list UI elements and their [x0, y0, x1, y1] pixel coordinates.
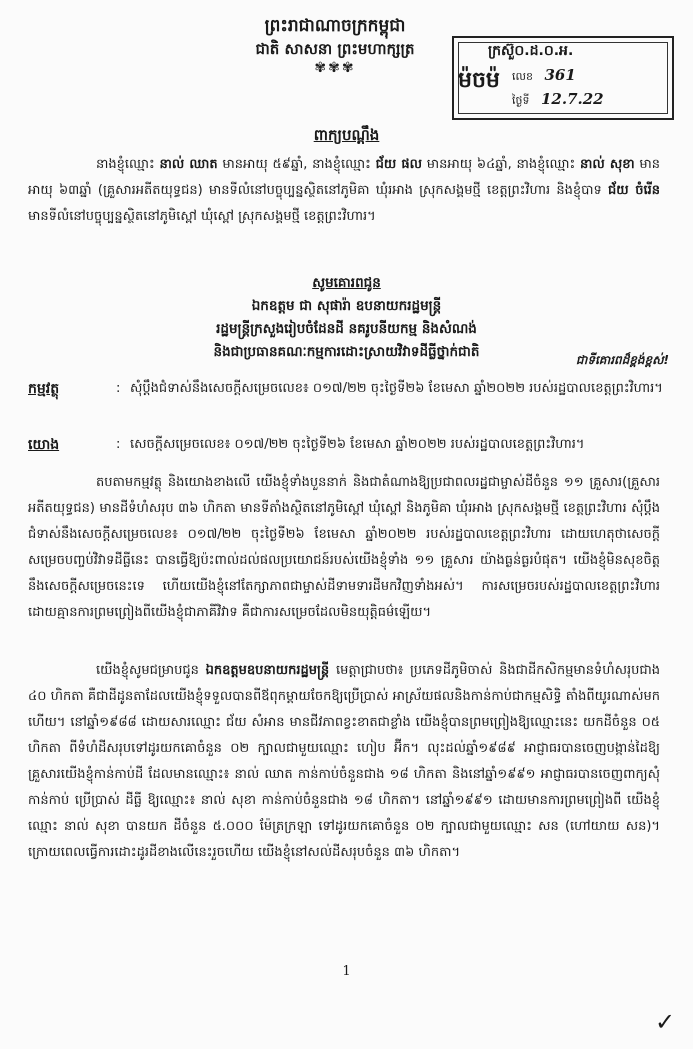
stamp-mark: ម៉ចម៉	[458, 68, 500, 93]
reference-text: សេចក្តីសម្រេចលេខ៖ ០១៧/២២ ចុះថ្ងៃទី២៦ ខែមេសា ឆ្នាំ២០២២ របស់រដ្ឋបាលខេត្តព្រះវិហារ។	[130, 437, 585, 452]
para2-addressee: ឯកឧត្តមឧបនាយករដ្ឋមន្ត្រី	[205, 663, 330, 678]
kingdom-header	[215, 14, 455, 76]
body-paragraph-1: តបតាមកម្មវត្ថុ និងយោងខាងលើ យើងខ្ញុំទាំងបួននាក់ និងជាតំណាងឱ្យប្រជាពលរដ្ឋជាម្ចាស់ដីចំនួន ១១ គ្រួសារ(គ្រួសារអតីតយុទ្ធជន) មានដីទំហំសរុប ៣៦ ហិកតា មានទីតាំងស្ថិតនៅភូមិស្ពៅ ឃុំស្ពៅ និងភូមិគា ឃុំរអាង ស្រុកសង្គមថ្មី ខេត្តព្រះវិហារ សុំប្តឹងជំទាស់នឹងសេចក្តីសម្រេចលេខ៖ ០១៧/២២ ចុះថ្ងៃទី២៦ ខែមេសា ឆ្នាំ២០២២ របស់រដ្ឋបាលខេត្តព្រះវិហារ ដោយហេតុថាសេចក្តីសម្រេចបញ្ចប់វិវាទដីធ្លីនេះ បានធ្វើឱ្យប៉ះពាល់ដល់ផលប្រយោជន៍របស់យើងខ្ញុំទាំង ១១ គ្រួសារ យ៉ាងធ្ងន់ធ្ងរបំផុត។ យើងខ្ញុំមិនសុខចិត្តនឹងសេចក្តីសម្រេចនេះទេ ហើយយើងខ្ញុំនៅតែក្សាភាពជាម្ចាស់ដីទាមទារដីមកវិញទាំងអស់។ ការសម្រេចរបស់រដ្ឋបាលខេត្តព្រះវិហារ ដោយគ្មានការព្រមព្រៀងពីយើងខ្ញុំជាភាគីវិវាទ គឺជាការសម្រេចដែលមិនយុត្តិធម៌ឡើយ។	[28, 475, 660, 620]
reference-label: យោង	[28, 437, 60, 453]
petitioner-name-1: នាល់ ឈាត	[159, 157, 218, 172]
intro-text-5: មានទីលំនៅបច្ចុប្បន្នស្ថិតនៅភូមិស្ពៅ ឃុំស្ពៅ ស្រុកសង្គមថ្មី ខេត្តព្រះវិហារ។	[28, 209, 376, 224]
ornament: ✾✾✾	[314, 60, 356, 76]
para2-text-2: មេត្តាជ្រាបថា៖ ប្រភេទដីភូមិចាស់ និងជាដីកសិកម្មមានទំហំសរុបជាង ៤០ ហិកតា គឺជាដីដូនតាដែលយើងខ្ញុំទទួលបានពីឪពុកម្តាយចែកឱ្យប្រើប្រាស់ អាស្រ័យផលនិងកាន់កាប់ជាកម្មសិទ្ធិ តាំងពីយូរណាស់មកហើយ។ នៅឆ្នាំ១៩៨៨ ដោយសារឈ្មោះ ជ័យ សំអាន មានជីវភាពខ្វះខាតជាខ្លាំង យើងខ្ញុំបានព្រមព្រៀងឱ្យឈ្មោះនេះ យកដីចំនួន ០៥ ហិកតា ពីទំហំដីសរុបទៅដូរយកគោចំនួន ០២ ក្បាលជាមួយឈ្មោះ ហៀប អ៊ីក។ លុះដល់ឆ្នាំ១៩៨៩ អាជ្ញាធរបានចេញបង្កាន់ដៃឱ្យគ្រួសារយើងខ្ញុំកាន់កាប់ដី ដែលមានឈ្មោះ៖ នាល់ ឈាត កាន់កាប់ចំនួនជាង ១៨ ហិកតា និងនៅឆ្នាំ១៩៩១ អាជ្ញាធរបានចេញពាក្យសុំកាន់កាប់ ប្រើប្រាស់ ដីធ្លី ឱ្យឈ្មោះ៖ នាល់ សុខា កាន់កាប់ចំនួនជាង ១៨ ហិកតា។ នៅឆ្នាំ១៩៩១ ដោយមានការព្រមព្រៀងពី យើងខ្ញុំ ឈ្មោះ នាល់ សុខា បានយក ដីចំនួន ៥.០០០ ម៉ែត្រក្រឡា ទៅដូរយកគោចំនួន ០២ ក្បាលជាមួយឈ្មោះ សន (ហៅយាយ សន)។ ក្រោយពេលធ្វើការដោះដូរដីខាងលើនេះរួចហើយ យើងខ្ញុំនៅសល់ដីសរុបចំនួន ៣៦ ហិកតា។	[28, 663, 660, 860]
recipient-block	[0, 272, 693, 364]
salutation-note: ជាទីគោរពដ៏ខ្ពង់ខ្ពស់!	[575, 353, 669, 367]
recipient-line-2: រដ្ឋមន្ត្រីក្រសួងរៀបចំដែនដី នគរូបនីយកម្ម និងសំណង់	[216, 321, 477, 337]
stamp-number-row	[512, 66, 576, 86]
national-motto: ជាតិ សាសនា ព្រះមហាក្សត្រ	[255, 40, 415, 58]
check-mark-icon: ✓	[655, 1008, 676, 1036]
recipient-line-3: និងជាប្រធានគណៈកម្មការដោះស្រាយវិវាទដីធ្លីថ្នាក់ជាតិ	[213, 344, 480, 360]
stamp-number-label: លេខ	[512, 70, 533, 83]
petitioner-name-4: ជ័យ ចំរើន	[607, 183, 660, 198]
document-title: ពាក្យបណ្តឹង	[313, 126, 380, 144]
subject-label: កម្មវត្ថុ	[28, 381, 60, 397]
subject-row	[28, 378, 668, 424]
reference-colon: :	[116, 437, 121, 452]
intro-text-1: នាងខ្ញុំឈ្មោះ	[96, 157, 160, 172]
kingdom-title: ព្រះរាជាណាចក្រកម្ពុជា	[264, 16, 406, 36]
reference-row	[28, 434, 668, 458]
petitioner-name-3: នាល់ សុខា	[579, 157, 635, 172]
stamp-date-row	[512, 90, 604, 110]
para2-text-1: យើងខ្ញុំសូមជម្រាបជូន	[96, 663, 206, 678]
stamp-date-label: ថ្ងៃទី	[512, 94, 530, 107]
receipt-stamp	[452, 36, 674, 120]
intro-text-2: មានអាយុ ៥៩ឆ្នាំ, នាងខ្ញុំឈ្មោះ	[217, 157, 376, 172]
body-paragraph-2	[28, 658, 660, 866]
stamp-title: ក្រស៊ួ០.ដ.០.អ.	[488, 43, 574, 59]
stamp-number-value: 361	[544, 66, 576, 84]
stamp-date-value: 12.7.22	[540, 90, 604, 108]
subject-text: សុំប្តឹងជំទាស់នឹងសេចក្តីសម្រេចលេខ៖ ០១៧/២២ ចុះថ្ងៃទី២៦ ខែមេសា ឆ្នាំ២០២២ របស់រដ្ឋបាលខេត្តព្រះវិហារ។	[130, 381, 663, 396]
intro-text-4: មានអាយុ ៦៣ឆ្នាំ (គ្រួសារអតីតយុទ្ធជន) មានទីលំនៅបច្ចុប្បន្នស្ថិតនៅភូមិគា ឃុំរអាង ស្រុកសង្គមថ្មី ខេត្តព្រះវិហារ និងខ្ញុំបាទ	[28, 157, 661, 198]
recipient-line-1: ឯកឧត្តម ជា សុផារ៉ា ឧបនាយករដ្ឋមន្ត្រី	[251, 298, 442, 314]
intro-paragraph	[28, 152, 660, 230]
respectfully-heading: សូមគោរពជូន	[312, 275, 381, 291]
petitioner-name-2: ជ័យ ផល	[375, 157, 422, 172]
intro-text-3: មានអាយុ ៦៤ឆ្នាំ, នាងខ្ញុំឈ្មោះ	[422, 157, 580, 172]
subject-colon: :	[116, 381, 121, 396]
page-number: 1	[342, 964, 351, 979]
